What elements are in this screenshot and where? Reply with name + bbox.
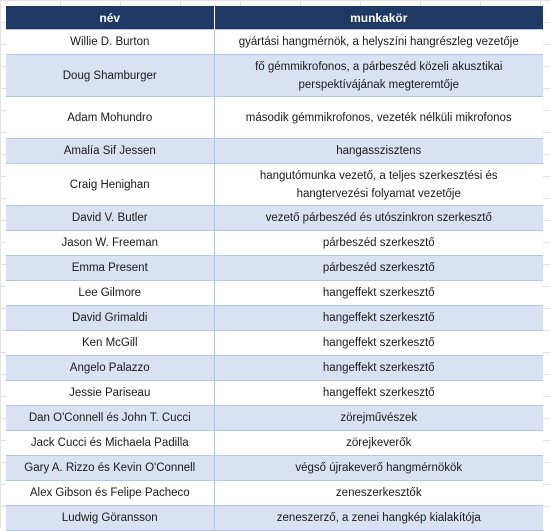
name-cell[interactable]: Alex Gibson és Felipe Pacheco [6, 481, 214, 506]
table-row [6, 331, 543, 356]
role-cell[interactable]: gyártási hangmérnök, a helyszíni hangrészleg vezetője [214, 30, 543, 55]
name-cell[interactable]: Willie D. Burton [6, 30, 214, 55]
header-row [6, 6, 543, 30]
name-cell[interactable]: Craig Henighan [6, 164, 214, 206]
table-row [6, 30, 543, 55]
role-cell[interactable]: párbeszéd szerkesztő [214, 256, 543, 281]
table-row [6, 381, 543, 406]
role-cell[interactable]: hangeffekt szerkesztő [214, 306, 543, 331]
table-row [6, 481, 543, 506]
table-row [6, 206, 543, 231]
role-cell[interactable]: végső újrakeverő hangmérnökök [214, 456, 543, 481]
role-cell[interactable]: hangeffekt szerkesztő [214, 331, 543, 356]
role-cell[interactable]: zörejkeverők [214, 431, 543, 456]
crew-table [6, 6, 543, 531]
name-cell[interactable]: Lee Gilmore [6, 281, 214, 306]
table-row [6, 139, 543, 164]
role-cell[interactable]: hangeffekt szerkesztő [214, 281, 543, 306]
table-row [6, 164, 543, 206]
name-cell[interactable]: Angelo Palazzo [6, 356, 214, 381]
role-cell[interactable]: második gémmikrofonos, vezeték nélküli mikrofonos [214, 97, 543, 139]
name-cell[interactable]: Ken McGill [6, 331, 214, 356]
table-row [6, 256, 543, 281]
name-cell[interactable]: David V. Butler [6, 206, 214, 231]
role-cell[interactable]: zeneszerző, a zenei hangkép kialakítója [214, 506, 543, 531]
name-cell[interactable]: David Grimaldi [6, 306, 214, 331]
role-cell[interactable]: zeneszerkesztők [214, 481, 543, 506]
name-cell[interactable]: Jason W. Freeman [6, 231, 214, 256]
role-cell[interactable]: hangeffekt szerkesztő [214, 381, 543, 406]
name-cell[interactable]: Emma Present [6, 256, 214, 281]
role-cell[interactable]: hangeffekt szerkesztő [214, 356, 543, 381]
header-name[interactable]: név [6, 6, 214, 30]
name-cell[interactable]: Adam Mohundro [6, 97, 214, 139]
table-row [6, 306, 543, 331]
role-cell[interactable]: zörejművészek [214, 406, 543, 431]
header-role[interactable]: munkakör [214, 6, 543, 30]
role-cell[interactable]: vezető párbeszéd és utószinkron szerkesztő [214, 206, 543, 231]
name-cell[interactable]: Jessie Pariseau [6, 381, 214, 406]
table-row [6, 431, 543, 456]
name-cell[interactable]: Jack Cucci és Michaela Padilla [6, 431, 214, 456]
name-cell[interactable]: Dan O'Connell és John T. Cucci [6, 406, 214, 431]
table-row [6, 356, 543, 381]
table-row [6, 55, 543, 97]
table-row [6, 456, 543, 481]
name-cell[interactable]: Ludwig Göransson [6, 506, 214, 531]
table-row [6, 97, 543, 139]
table-row [6, 231, 543, 256]
role-cell[interactable]: fő gémmikrofonos, a párbeszéd közeli akusztikai perspektívájának megteremtője [214, 55, 543, 97]
role-cell[interactable]: hangutómunka vezető, a teljes szerkesztési és hangtervezési folyamat vezetője [214, 164, 543, 206]
table-row [6, 506, 543, 531]
table-row [6, 406, 543, 431]
name-cell[interactable]: Doug Shamburger [6, 55, 214, 97]
role-cell[interactable]: hangasszisztens [214, 139, 543, 164]
table-row [6, 281, 543, 306]
role-cell[interactable]: párbeszéd szerkesztő [214, 231, 543, 256]
name-cell[interactable]: Amalía Sif Jessen [6, 139, 214, 164]
name-cell[interactable]: Gary A. Rizzo és Kevin O'Connell [6, 456, 214, 481]
